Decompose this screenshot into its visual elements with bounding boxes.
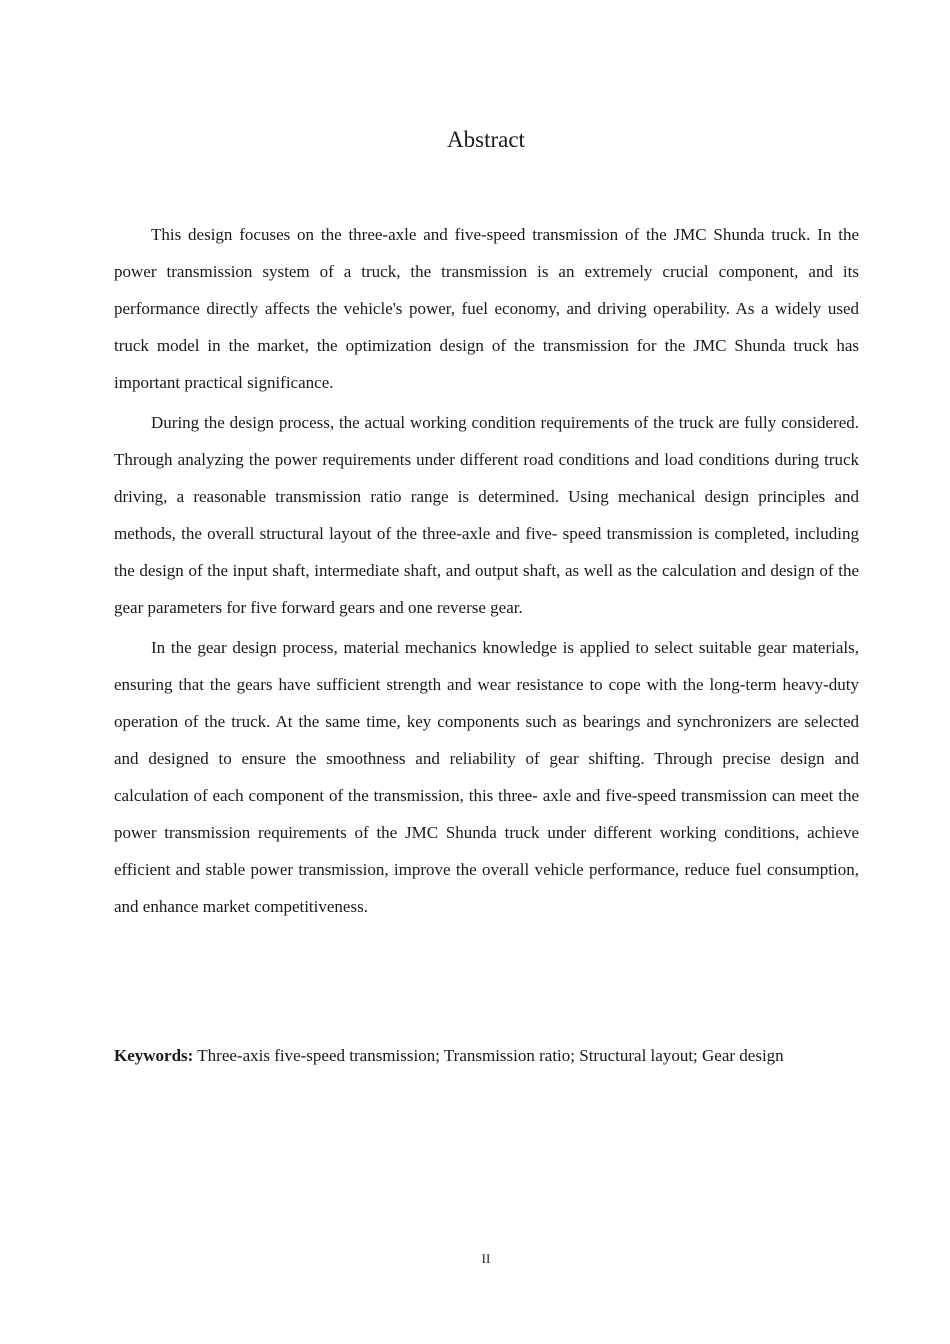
abstract-paragraph-3: In the gear design process, material mechanics knowledge is applied to select suitable gear materials, ensuring that the gears have sufficient strength and wear resistance to cope with the long-term heavy-duty operation of the truck. At the same time, key components such as bearings and synchronizers are selected and designed to ensure the smoothness and reliability of gear shifting. Through precise design and calculation of each component of the transmission, this three- axle and five-speed transmission can meet the power transmission requirements of the JMC Shunda truck under different working conditions, achieve efficient and stable power transmission, improve the overall vehicle performance, reduce fuel consumption, and enhance market competitiveness. bbox=[114, 638, 859, 916]
abstract-body bbox=[114, 216, 859, 925]
page-title: Abstract bbox=[447, 127, 525, 152]
keywords-label: Keywords: bbox=[114, 1046, 194, 1065]
page-number: II bbox=[481, 1251, 491, 1266]
abstract-paragraph-2: During the design process, the actual working condition requirements of the truck are fully considered. Through analyzing the power requirements under different road conditions and load conditions during truck driving, a reasonable transmission ratio range is determined. Using mechanical design principles and methods, the overall structural layout of the three-axle and five- speed transmission is completed, including the design of the input shaft, intermediate shaft, and output shaft, as well as the calculation and design of the gear parameters for five forward gears and one reverse gear. bbox=[114, 413, 859, 617]
abstract-paragraph-1: This design focuses on the three-axle and five-speed transmission of the JMC Shunda truck. In the power transmission system of a truck, the transmission is an extremely crucial component, and its performance directly affects the vehicle's power, fuel economy, and driving operability. As a widely used truck model in the market, the optimization design of the transmission for the JMC Shunda truck has important practical significance. bbox=[114, 225, 859, 392]
keywords-text: Three-axis five-speed transmission; Transmission ratio; Structural layout; Gear design bbox=[197, 1046, 784, 1065]
keywords-line bbox=[114, 1040, 859, 1072]
